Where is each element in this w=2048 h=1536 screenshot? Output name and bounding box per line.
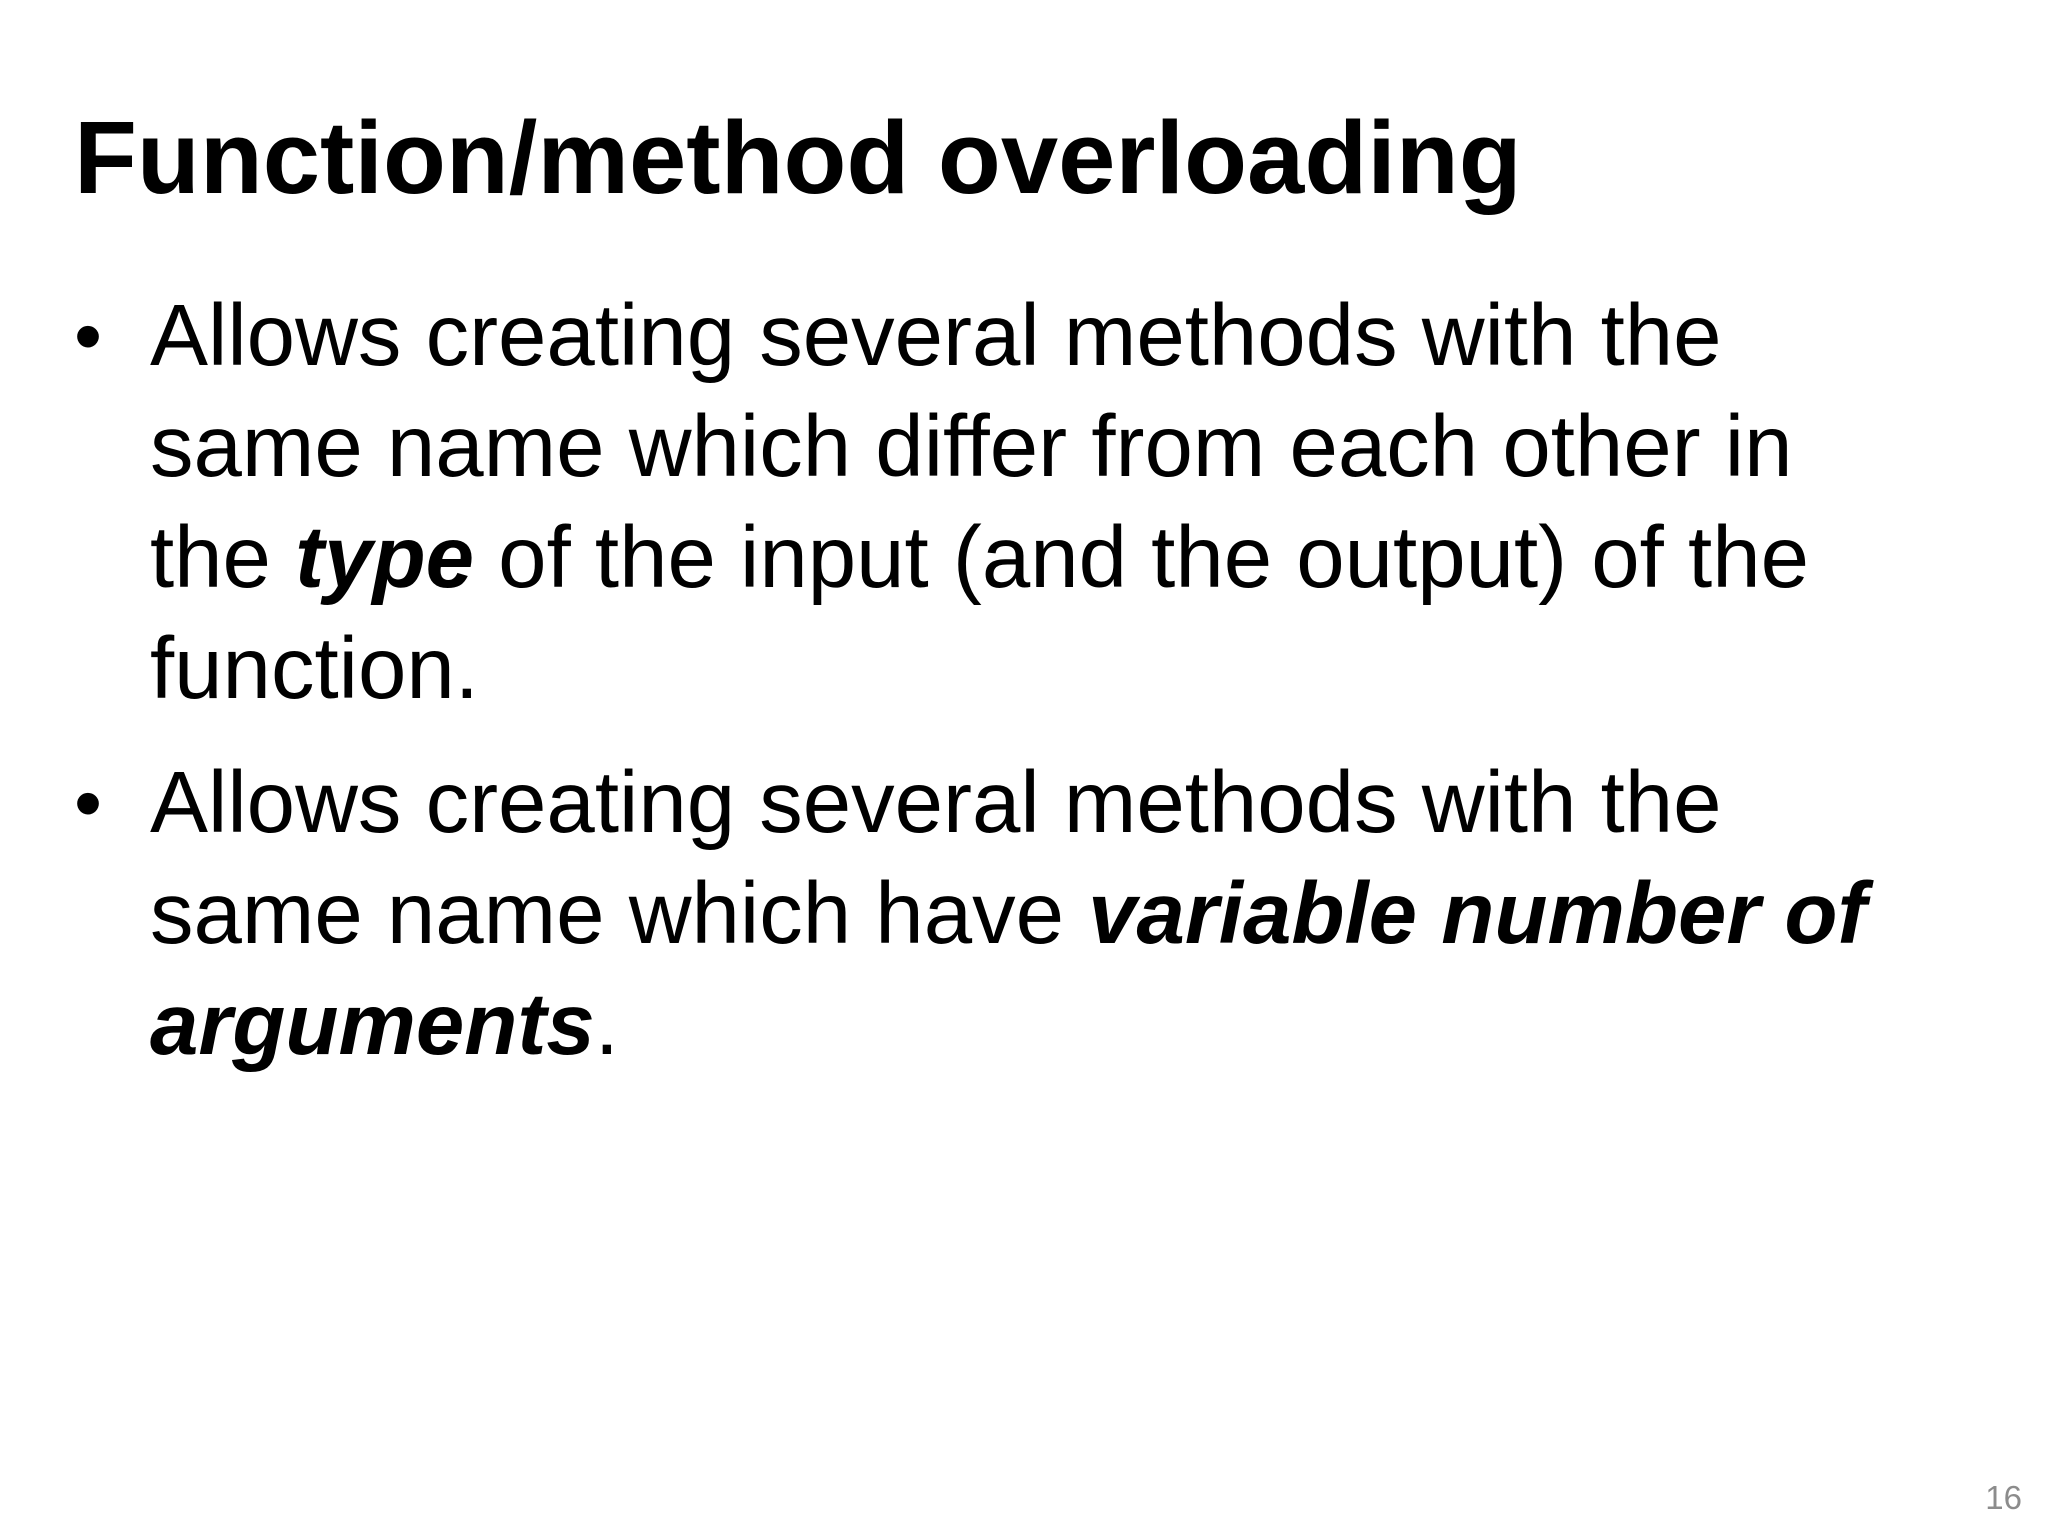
bullet-text: of the input (and the output) of the [474,509,1809,606]
bullet-text: . [594,976,619,1073]
slide-title: Function/method overloading [74,100,1522,215]
bullet-text: same name which have [150,865,1089,962]
emphasized-term: arguments [150,976,595,1073]
bullet-marker: • [74,758,103,847]
bullet-line: Allows creating several methods with the [150,287,1722,384]
bullet-line: function. [150,620,479,717]
bullet-item-type-overloading [74,280,1974,724]
bullet-line [150,969,1974,1080]
bullet-line: same name which differ from each other in [150,398,1793,495]
bullet-line: Allows creating several methods with the [150,754,1722,851]
bullet-line [150,502,1974,613]
bullet-list [74,280,1974,1103]
emphasized-term: variable number of [1088,865,1867,962]
bullet-text: the [150,509,296,606]
emphasized-term: type [295,509,475,606]
bullet-marker: • [74,291,103,380]
bullet-item-variable-arguments [74,747,1974,1080]
page-number: 16 [1985,1479,2022,1516]
bullet-line [150,858,1974,969]
